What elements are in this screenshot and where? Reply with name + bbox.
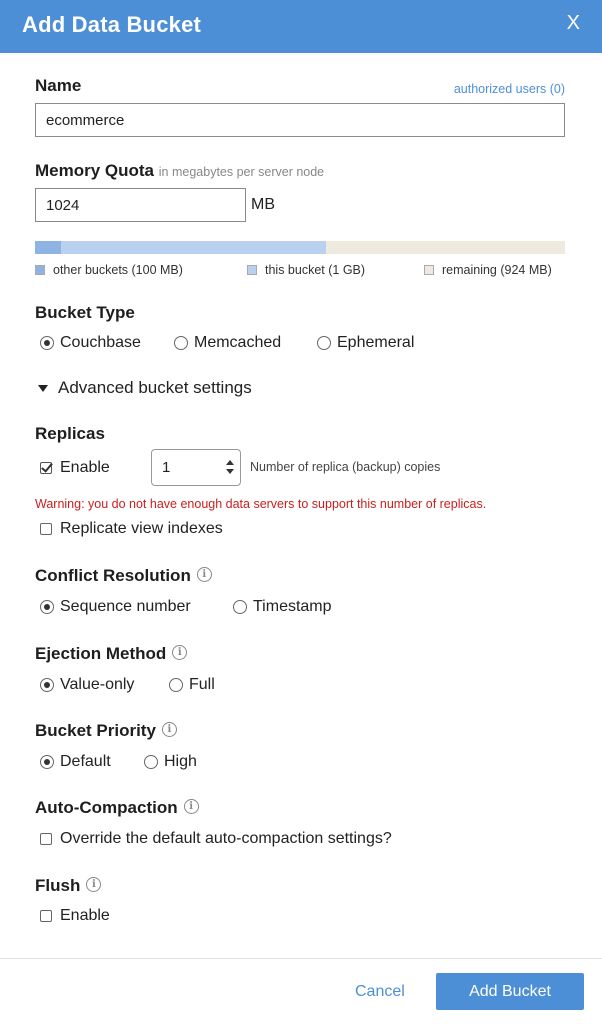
replicas-label: Replicas — [35, 424, 105, 443]
dialog-header — [0, 0, 602, 53]
legend-swatch-remaining — [424, 265, 434, 275]
radio-sequence-number[interactable] — [40, 598, 191, 616]
radio-timestamp-indicator — [233, 600, 247, 614]
flush-heading — [35, 876, 101, 896]
radio-timestamp[interactable] — [233, 598, 332, 616]
quota-bar-this-bucket — [61, 241, 326, 254]
memory-quota-label — [35, 161, 324, 181]
advanced-settings-label: Advanced bucket settings — [58, 378, 252, 397]
legend-other-label: other buckets (100 MB) — [53, 263, 183, 277]
info-icon[interactable]: i — [172, 645, 187, 660]
legend-other-buckets — [35, 263, 183, 277]
flush-label: Flush — [35, 876, 81, 895]
radio-high[interactable] — [144, 753, 197, 771]
radio-ephemeral-indicator — [317, 336, 331, 350]
radio-full-indicator — [169, 678, 183, 692]
conflict-resolution-label: Conflict Resolution — [35, 566, 191, 585]
ejection-method-heading — [35, 644, 187, 664]
radio-default[interactable] — [40, 753, 111, 771]
radio-timestamp-label: Timestamp — [253, 598, 332, 615]
checkbox-checked-icon — [40, 462, 52, 474]
quota-bar-other-buckets — [35, 241, 61, 254]
close-icon[interactable]: X — [566, 12, 580, 34]
override-auto-compaction-label: Override the default auto-compaction settings? — [60, 830, 392, 847]
legend-this-bucket — [247, 263, 365, 277]
replicas-enable-checkbox[interactable] — [40, 459, 110, 477]
radio-default-label: Default — [60, 753, 111, 770]
memory-quota-bar — [35, 241, 565, 254]
bucket-type-label: Bucket Type — [35, 303, 135, 322]
name-label: Name — [35, 76, 82, 95]
auto-compaction-heading — [35, 798, 199, 818]
radio-value-only-label: Value-only — [60, 676, 135, 693]
add-bucket-button[interactable]: Add Bucket — [436, 973, 584, 1010]
replicate-view-indexes-checkbox[interactable] — [40, 520, 223, 538]
info-icon[interactable]: i — [184, 799, 199, 814]
radio-high-label: High — [164, 753, 197, 770]
ejection-method-label: Ejection Method — [35, 644, 167, 663]
authorized-users-link[interactable]: authorized users (0) — [453, 82, 565, 96]
select-arrows-icon — [226, 459, 234, 475]
radio-memcached[interactable] — [174, 334, 281, 352]
legend-remaining — [424, 263, 552, 277]
radio-value-only[interactable] — [40, 676, 134, 694]
caret-down-icon — [38, 385, 48, 392]
radio-couchbase-label: Couchbase — [60, 334, 141, 351]
info-icon[interactable]: i — [162, 722, 177, 737]
legend-this-label: this bucket (1 GB) — [265, 263, 366, 277]
info-icon[interactable]: i — [197, 567, 212, 582]
memory-quota-hint: in megabytes per server node — [158, 165, 325, 179]
replica-count-hint: Number of replica (backup) copies — [250, 460, 441, 474]
override-auto-compaction-checkbox[interactable] — [40, 830, 392, 848]
radio-ephemeral[interactable] — [317, 334, 414, 352]
footer-divider — [0, 958, 602, 959]
radio-high-indicator — [144, 755, 158, 769]
radio-couchbase-indicator — [40, 336, 54, 350]
dialog-title: Add Data Bucket — [22, 12, 202, 37]
radio-full-label: Full — [189, 676, 215, 693]
legend-remaining-label: remaining (924 MB) — [442, 263, 552, 277]
memory-quota-title: Memory Quota — [35, 161, 155, 180]
flush-enable-label: Enable — [60, 907, 110, 924]
radio-default-indicator — [40, 755, 54, 769]
radio-couchbase[interactable] — [40, 334, 141, 352]
legend-swatch-other — [35, 265, 45, 275]
radio-sequence-indicator — [40, 600, 54, 614]
cancel-button[interactable]: Cancel — [355, 983, 405, 1000]
auto-compaction-label: Auto-Compaction — [35, 798, 178, 817]
checkbox-unchecked-icon — [40, 523, 52, 535]
replicate-view-indexes-label: Replicate view indexes — [60, 520, 223, 537]
memory-quota-unit: MB — [251, 196, 275, 213]
replicas-enable-label: Enable — [60, 459, 110, 476]
advanced-settings-toggle[interactable] — [38, 378, 252, 398]
radio-value-only-indicator — [40, 678, 54, 692]
bucket-priority-heading — [35, 721, 177, 741]
radio-full[interactable] — [169, 676, 215, 694]
radio-memcached-indicator — [174, 336, 188, 350]
bucket-name-input[interactable] — [35, 103, 565, 137]
checkbox-unchecked-icon — [40, 833, 52, 845]
legend-swatch-this — [247, 265, 257, 275]
replicas-warning: Warning: you do not have enough data servers to support this number of replicas. — [35, 497, 487, 511]
conflict-resolution-heading — [35, 566, 212, 586]
checkbox-unchecked-icon — [40, 910, 52, 922]
flush-enable-checkbox[interactable] — [40, 907, 110, 925]
bucket-priority-label: Bucket Priority — [35, 721, 156, 740]
radio-ephemeral-label: Ephemeral — [337, 334, 415, 351]
memory-quota-input[interactable] — [35, 188, 246, 222]
info-icon[interactable]: i — [86, 877, 101, 892]
replica-count-value: 1 — [162, 459, 171, 476]
radio-sequence-label: Sequence number — [60, 598, 191, 615]
replica-count-select[interactable] — [151, 449, 241, 486]
radio-memcached-label: Memcached — [194, 334, 282, 351]
